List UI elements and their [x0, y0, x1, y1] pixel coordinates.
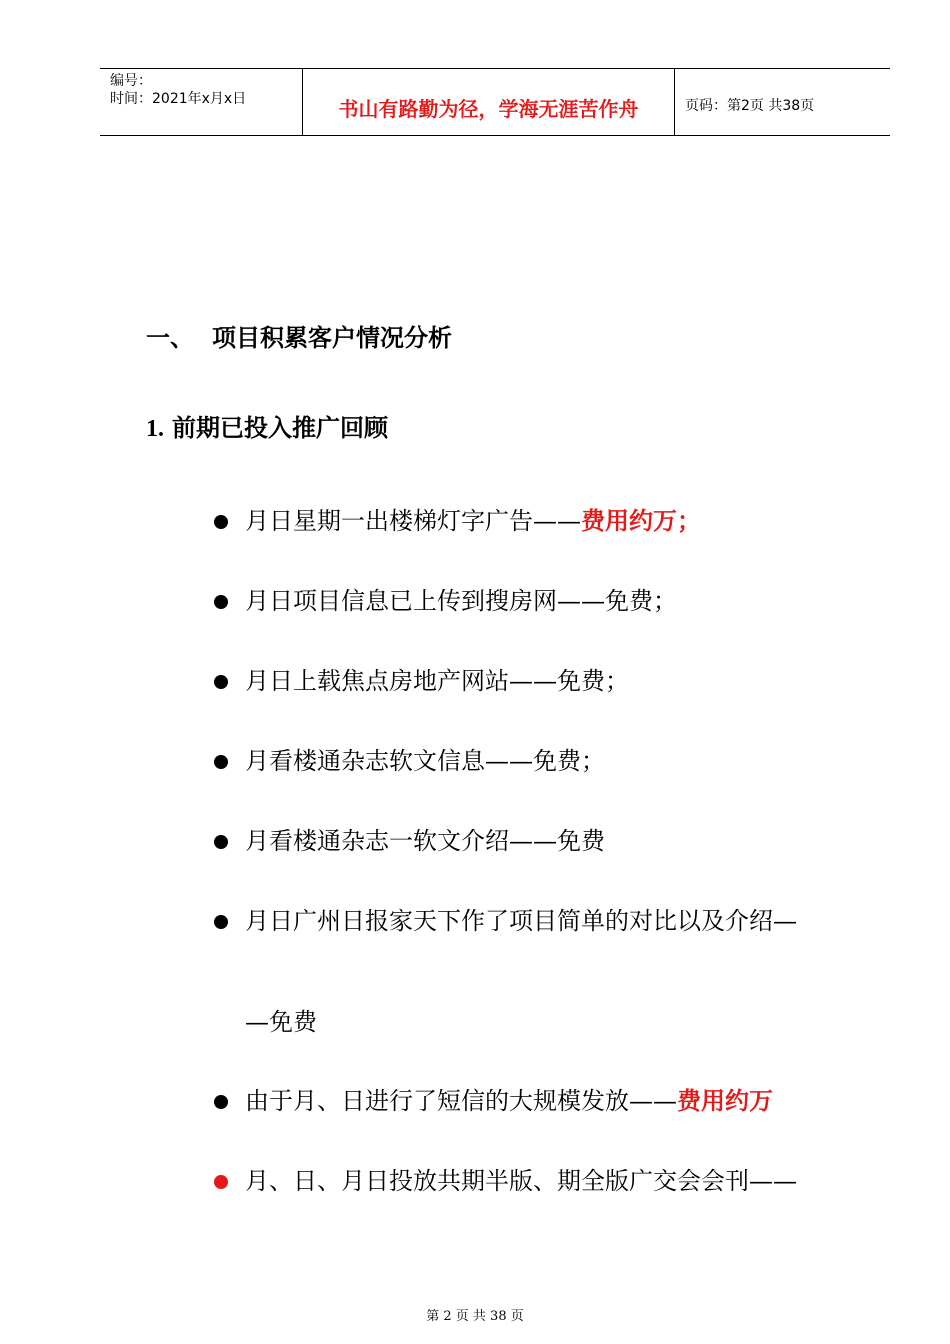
item-text: 月看楼通杂志软文信息——免费；: [245, 747, 605, 775]
section-title: 项目积累客户情况分析: [212, 324, 452, 352]
subsection-number: 1.: [146, 416, 164, 442]
bullet-icon: [214, 515, 228, 529]
header-page-cell: [675, 69, 890, 135]
item-continuation-text: —免费: [245, 1008, 317, 1036]
document-number-label: 编号：: [110, 73, 152, 89]
subsection-title: 前期已投入推广回顾: [172, 414, 388, 442]
bullet-icon: [214, 675, 228, 689]
item-text: 月日上载焦点房地产网站——免费；: [245, 667, 629, 695]
bullet-icon: [214, 835, 228, 849]
item-text: 月、日、月日投放共期半版、期全版广交会会刊——: [245, 1167, 797, 1195]
header-meta-cell: [100, 69, 302, 135]
item-text: 由于月、日进行了短信的大规模发放——: [245, 1087, 677, 1115]
page-number-label: 页码：第2页 共38页: [685, 98, 815, 114]
cost-highlight: 费用约万；: [581, 507, 701, 535]
bullet-icon: [214, 1175, 228, 1189]
section-number: 一、: [146, 324, 194, 352]
header-motto-cell: [302, 69, 675, 135]
page-header: [100, 68, 890, 136]
bullet-icon: [214, 595, 228, 609]
cost-highlight: 费用约万: [677, 1087, 773, 1115]
item-text: 月日星期一出楼梯灯字广告——: [245, 507, 581, 535]
bullet-icon: [214, 915, 228, 929]
bullet-icon: [214, 755, 228, 769]
item-text: 月日广州日报家天下作了项目简单的对比以及介绍—: [245, 907, 797, 935]
item-text: 月看楼通杂志一软文介绍——免费: [245, 827, 605, 855]
page-footer: 第 2 页 共 38 页: [426, 1309, 524, 1324]
subsection-heading: [146, 408, 388, 443]
section-heading: [146, 318, 452, 353]
document-time-label: 时间：2021年x月x日: [110, 91, 247, 107]
motto-text: 书山有路勤为径，学海无涯苦作舟: [338, 97, 639, 121]
item-text: 月日项目信息已上传到搜房网——免费；: [245, 587, 677, 615]
bullet-icon: [214, 1095, 228, 1109]
